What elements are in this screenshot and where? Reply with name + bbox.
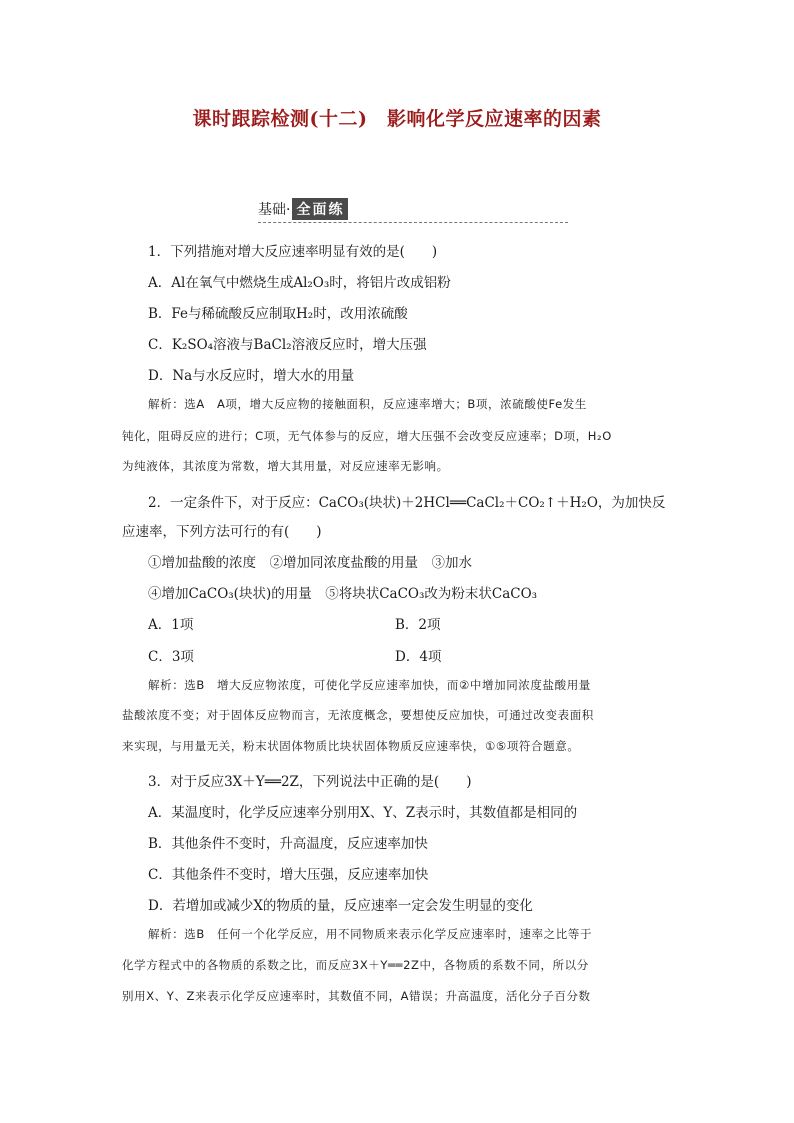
question-2-option-c: C．3项 (148, 649, 194, 665)
section-badge: 全面练 (292, 198, 348, 220)
question-1-option-b: B．Fe与稀硫酸反应制取H₂时，改用浓硫酸 (148, 306, 408, 322)
question-2-option-d: D．4项 (395, 649, 442, 665)
question-1-explanation-line-2: 钝化，阻碍反应的进行；C项，无气体参与的反应，增大压强不会改变反应速率；D项，H₂O (122, 429, 612, 443)
section-label: 基础· (258, 202, 291, 218)
question-3-explanation-line-2: 化学方程式中的各物质的系数之比，而反应3X＋Y══2Z中，各物质的系数不同，所以分 (122, 958, 589, 972)
question-3-option-c: C．其他条件不变时，增大压强，反应速率加快 (148, 867, 429, 883)
question-1-stem: 1．下列措施对增大反应速率明显有效的是( ) (148, 244, 438, 260)
question-3-option-d: D．若增加或减少X的物质的量，反应速率一定会发生明显的变化 (148, 898, 533, 914)
question-3-option-b: B．其他条件不变时，升高温度，反应速率加快 (148, 836, 428, 852)
question-1-explanation-line-1: 解析：选A A项，增大反应物的接触面积，反应速率增大；B项，浓硫酸使Fe发生 (148, 397, 587, 411)
question-2-explanation-line-2: 盐酸浓度不变；对于固体反应物而言，无浓度概念，要想使反应加快，可通过改变表面积 (122, 708, 594, 722)
question-2-explanation-line-3: 来实现，与用量无关，粉末状固体物质比块状固体物质反应速率快，①⑤项符合题意。 (122, 739, 580, 753)
question-2-explanation-line-1: 解析：选B 增大反应物浓度，可使化学反应速率加快，而②中增加同浓度盐酸用量 (148, 678, 591, 692)
question-1-option-a: A．Al在氧气中燃烧生成Al₂O₃时，将铝片改成铝粉 (148, 275, 451, 291)
question-1-explanation-line-3: 为纯液体，其浓度为常数，增大其用量，对反应速率无影响。 (122, 459, 449, 473)
section-header (258, 198, 568, 223)
question-2-option-a: A．1项 (148, 617, 194, 633)
page-title: 课时跟踪检测(十二) 影响化学反应速率的因素 (192, 108, 602, 130)
question-2-option-b: B．2项 (395, 617, 441, 633)
question-3-explanation-line-1: 解析：选B 任何一个化学反应，用不同物质来表示化学反应速率时，速率之比等于 (148, 927, 593, 941)
question-3-option-a: A．某温度时，化学反应速率分别用X、Y、Z表示时，其数值都是相同的 (148, 805, 578, 821)
question-2-stem-line-2: 应速率，下列方法可行的有( ) (122, 524, 322, 540)
question-2-choices-line-1: ①增加盐酸的浓度 ②增加同浓度盐酸的用量 ③加水 (148, 555, 472, 571)
question-3-explanation-line-3: 别用X、Y、Z来表示化学反应速率时，其数值不同，A错误；升高温度，活化分子百分数 (122, 989, 591, 1003)
question-1-option-c: C．K₂SO₄溶液与BaCl₂溶液反应时，增大压强 (148, 337, 427, 353)
question-2-stem-line-1: 2．一定条件下，对于反应：CaCO₃(块状)＋2HCl══CaCl₂＋CO₂↑＋H₂O，为加快反 (148, 495, 666, 511)
question-2-choices-line-2: ④增加CaCO₃(块状)的用量 ⑤将块状CaCO₃改为粉末状CaCO₃ (148, 586, 538, 602)
question-1-option-d: D．Na与水反应时，增大水的用量 (148, 368, 355, 384)
question-3-stem: 3．对于反应3X＋Y══2Z，下列说法中正确的是( ) (148, 774, 472, 790)
